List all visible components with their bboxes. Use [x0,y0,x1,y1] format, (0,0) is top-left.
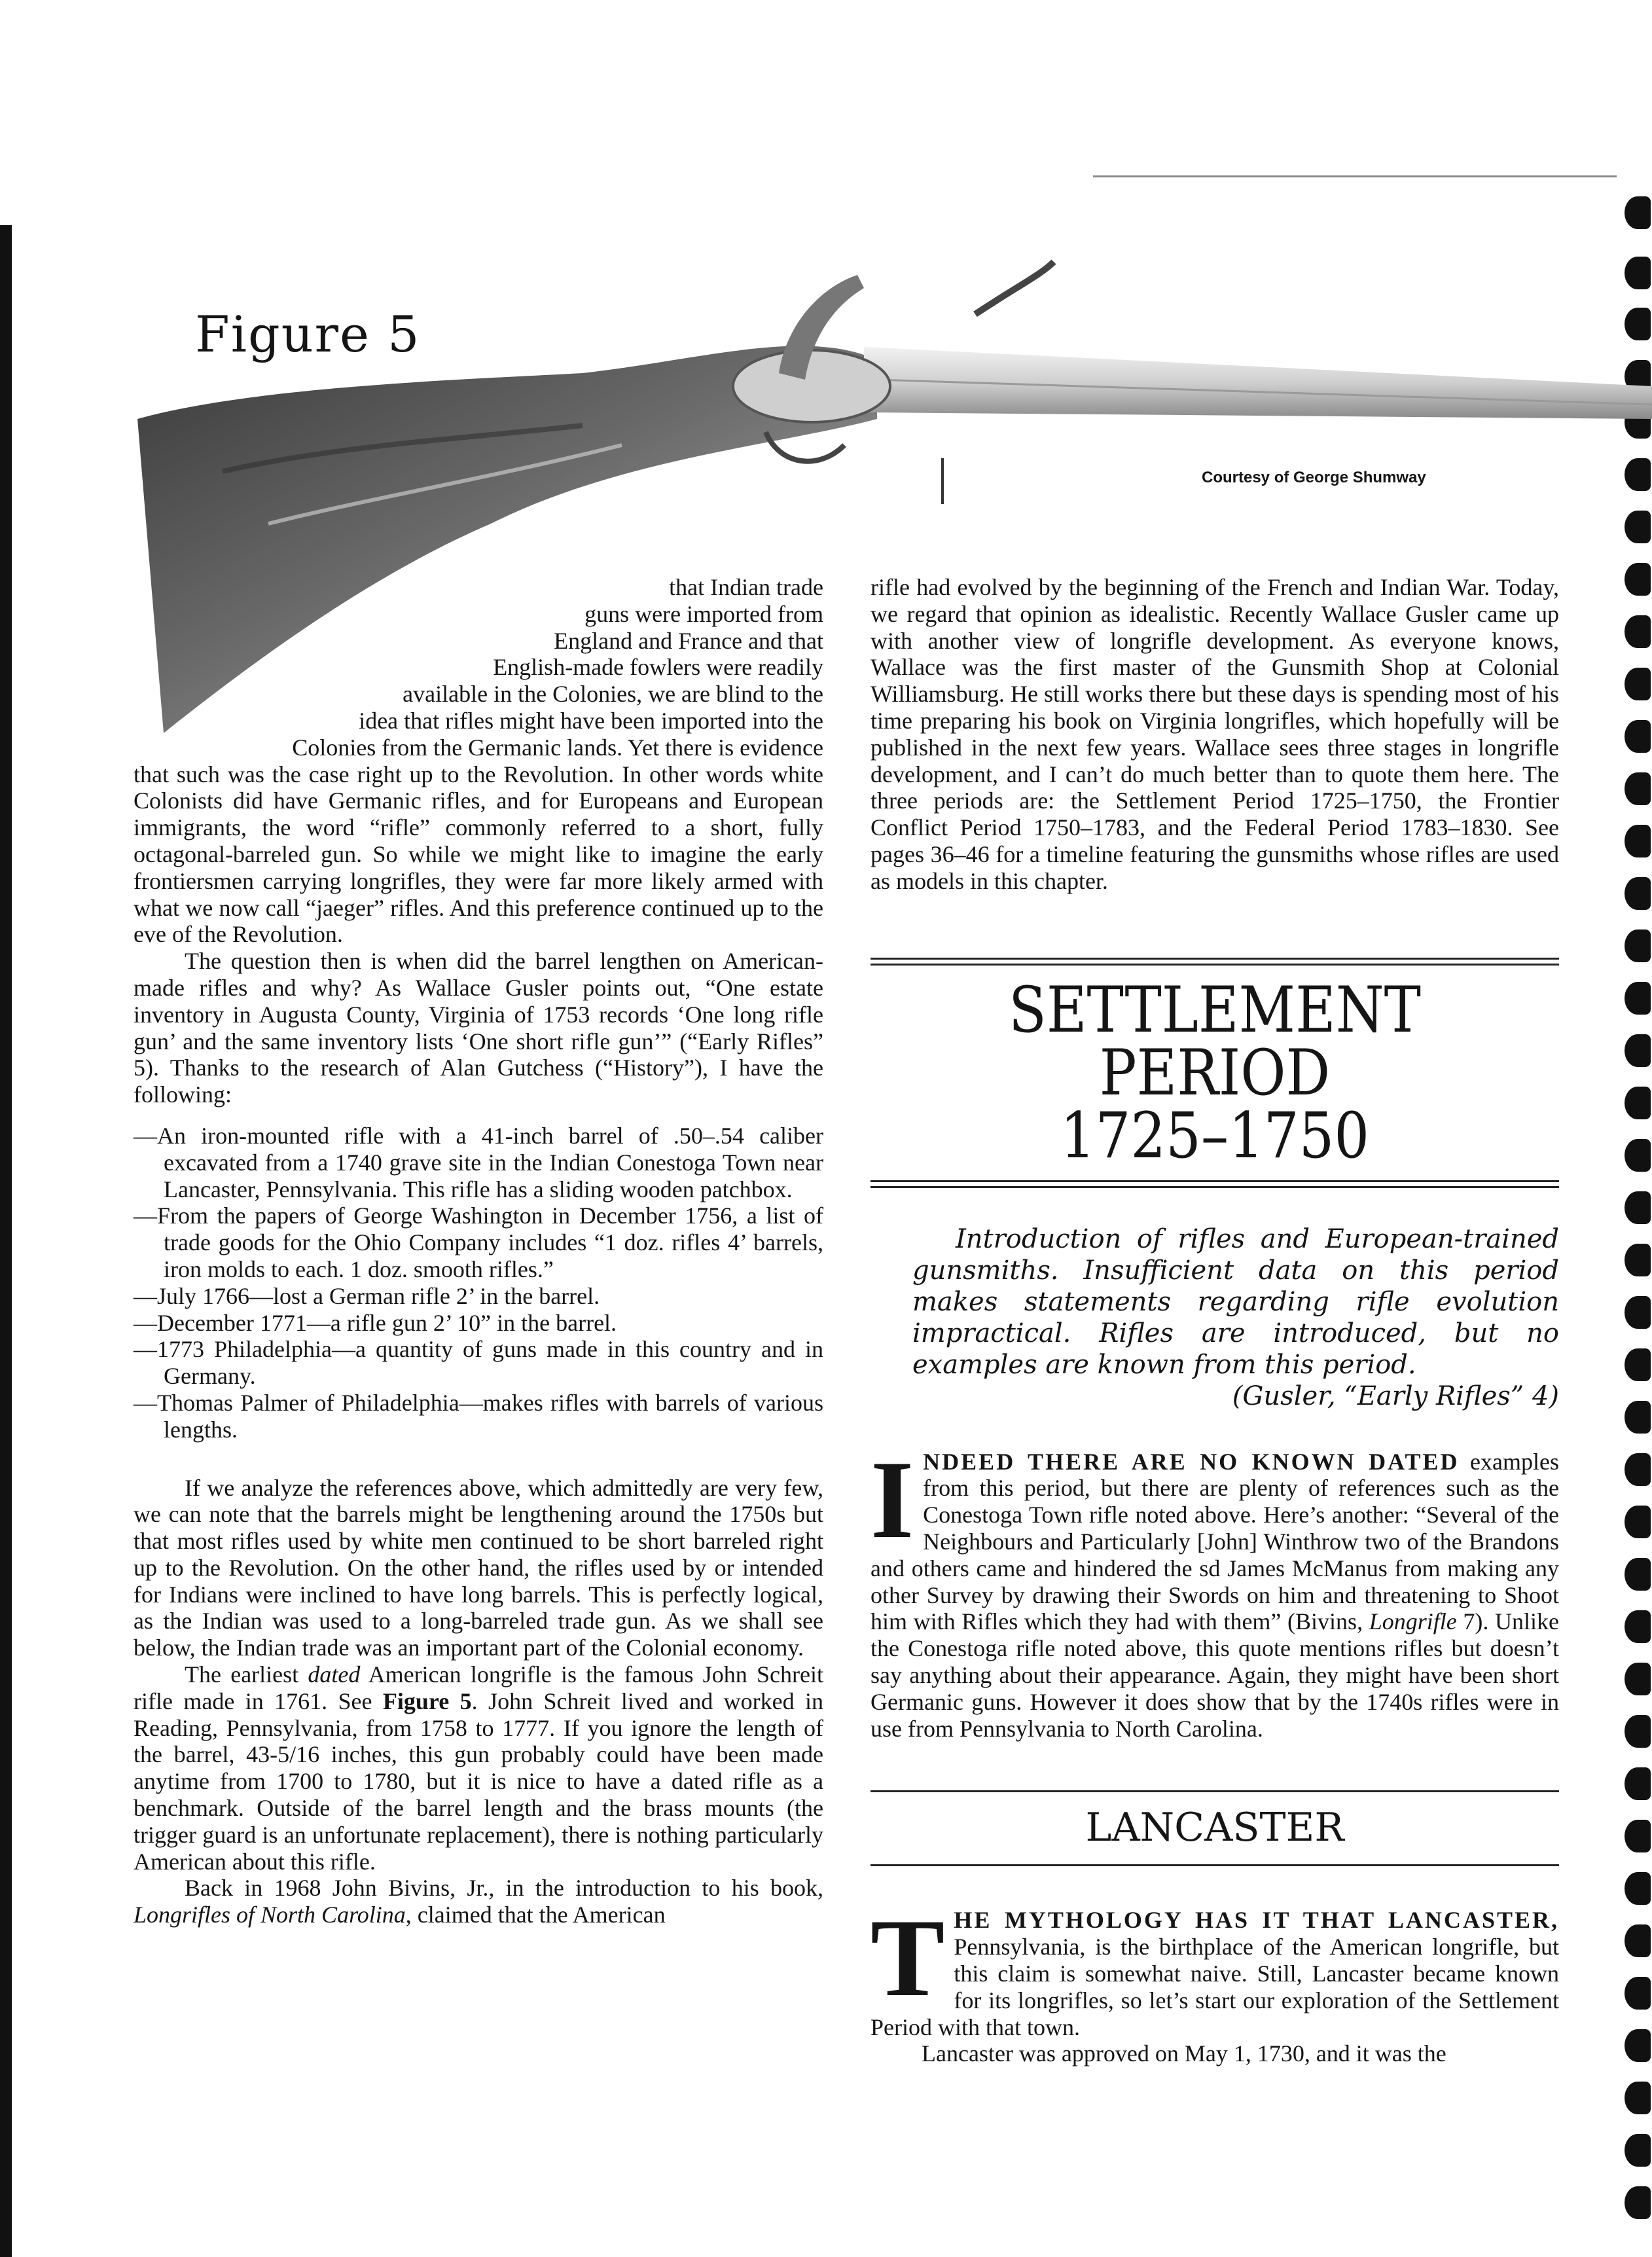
paragraph: If we analyze the references above, which admittedly are very few, we can note that the barrels might be lengthening around the 1750s but that most rifles used by white men continued to be short barreled right up to the Revolution. On the other hand, the rifles used by or intended for Indians were inclined to have long barrels. This is perfectly logical, as the Indian was used to a long-barreled trade gun. As we shall see below, the Indian trade was an important part of the Colonial economy. [134,1474,823,1661]
text-run: Back in 1968 John Bivins, Jr., in the introduction to his book, [185,1875,823,1902]
binding-mark [1625,825,1651,858]
binding-mark [1625,1139,1651,1172]
reference-list [134,1123,823,1443]
binding-mark [1625,1663,1651,1695]
text-run: Pennsylvania, is the birthplace of the American longrifle, but this claim is somewhat naive. Still, Lancaster became known for its longrifles, so let’s start our exploration of the Settlement Period with that town. [871,1934,1559,2040]
binding-mark [1625,1767,1651,1800]
lead-caps: NDEED THERE ARE NO KNOWN DATED [923,1448,1460,1475]
section-heading [912,973,1518,1172]
section-heading-line: SETTLEMENT PERIOD [1008,973,1421,1110]
scan-top-rule [1093,175,1617,177]
subsection-heading: LANCASTER [1085,1805,1344,1851]
paragraph [871,1896,1559,2040]
wrapped-line: guns were imported from [584,600,823,627]
text-run: 7). Unlike the Conestoga rifle noted above, this quote mentions rifles but doesn’t say anything about their appearance. Again, they might have been short Germanic guns. However it does show that by the 1740s rifles were in use from Pennsylvania to North Carolina. [871,1608,1559,1742]
text-run: . John Schreit lived and worked in Reading, Pennsylvania, from 1758 to 1777. If you ignore the length of the barrel, 43-5/16 inches, this gun probably could have been made anytime from 1700 to 1780, but it is nice to have a dated rifle as a benchmark. Outside of the barrel length and the brass mounts (the trigger guard is an unfortunate replacement), there is nothing particularly American about this rifle. [134,1688,823,1875]
binding-mark [1625,1244,1651,1276]
book-title: Longrifles of North Carolina [134,1902,406,1928]
list-item: —An iron-mounted rifle with a 41-inch barrel of .50–.54 caliber excavated from a 1740 grave site in the Indian Conestoga Town near Lancaster, Pennsylvania. This rifle has a sliding wooden patchbox. [134,1122,823,1202]
paragraph [134,1875,823,1928]
list-item: —December 1771—a rifle gun 2’ 10” in the barrel. [134,1309,617,1336]
list-item: —Thomas Palmer of Philadelphia—makes rifles with barrels of various lengths. [134,1389,823,1443]
text-run: examples from this period, but there are plenty of references such as the Conestoga Town rifle noted above. Here’s another: “Several of the Neighbours and Particularly [John] Winthrow two of the Brandons and others came and hindered the sd James McManus from making any other Survey by drawing their Swords on him and threatening to Shoot him with Rifles which they had with them” (Bivins, [871,1448,1559,1635]
figure-title: Figure 5 [195,305,421,363]
binding-mark [1625,1610,1651,1643]
binding-mark [1625,1034,1651,1067]
paragraph: rifle had evolved by the beginning of the French and Indian War. Today, we regard that opinion as idealistic. Recently Wallace Gusler came up with another view of longrifle development. As everyone knows, Wallace was the first master of the Gunsmith Shop at Colonial Williamsburg. He still works there but these days is spending most of his time preparing his book on Virginia longrifles, which hopefully will be published in the next few years. Wallace sees three stages in longrifle development, and I can’t do much better than to quote them here. The three periods are: the Settlement Period 1725–1750, the Frontier Conflict Period 1750–1783, and the Federal Period 1783–1830. See pages 36–46 for a timeline featuring the gunsmiths whose rifles are used as models in this chapter. [871,574,1559,894]
drop-cap: T [871,1896,945,2020]
book-title: Longrifle [1369,1608,1457,1635]
binding-mark [1625,1820,1651,1852]
list-item: —1773 Philadelphia—a quantity of guns made in this country and in Germany. [134,1336,823,1390]
binding-mark [1625,1191,1651,1224]
binding-mark [1625,2029,1651,2062]
wrapped-line: Colonies from the Germanic lands. Yet there is evidence [292,734,823,761]
binding-mark [1625,1506,1651,1538]
wrapped-line: England and France and that [554,627,823,654]
scan-left-edge-bar [0,225,12,2257]
figure-reference: Figure 5 [382,1688,472,1714]
section-rule [871,1180,1559,1188]
binding-mark [1625,1715,1651,1748]
text-run: , claimed that the American [405,1902,666,1928]
epigraph [912,1223,1559,1412]
lock-plate [733,350,890,422]
binding-mark [1625,196,1651,229]
list-item: —July 1766—lost a German rifle 2’ in the barrel. [134,1282,600,1309]
binding-mark [1625,2134,1651,2167]
binding-mark [1625,1872,1651,1905]
binding-mark [1625,1296,1651,1329]
epigraph-text: Introduction of rifles and European-trained gunsmiths. Insufficient data on this period makes statements regarding rifle evolution impractical. Rifles are introduced, but no examples are known from this period. [912,1223,1559,1380]
wrapped-intro-lines [134,574,823,761]
paragraph [134,1661,823,1875]
binding-mark [1625,1924,1651,1957]
subsection-rule [871,1790,1559,1792]
paragraph: The question then is when did the barrel lengthen on American-made rifles and why? As Wallace Gusler points out, “One estate inventory in Augusta County, Virginia of 1753 records ‘One long rifle gun’ and the same inventory lists ‘One short rifle gun’” (“Early Rifles” 5). Thanks to the research of Alan Gutchess (“History”), I have the following: [134,948,823,1108]
binding-mark [1625,1348,1651,1381]
epigraph-citation: (Gusler, “Early Rifles” 4) [1232,1381,1559,1411]
binding-mark [1625,1401,1651,1434]
paragraph: that such was the case right up to the Revolution. In other words white Colonists did have Germanic rifles, and for Europeans and European immigrants, the word “rifle” commonly referred to a short, fully octagonal-barreled gun. So while we might like to imagine the early frontiersmen carrying longrifles, they were far more likely armed with what we now call “jaeger” rifles. And this preference continued up to the eve of the Revolution. [134,761,823,948]
paragraph [871,1437,1559,1742]
list-item: —From the papers of George Washington in December 1756, a list of trade goods for the Ohio Company includes “1 doz. rifles 4’ barrels, iron molds to each. 1 doz. smooth rifles.” [134,1202,823,1282]
figure-credit: Courtesy of George Shumway [1202,469,1426,486]
binding-mark [1625,982,1651,1015]
text-run: The earliest [185,1661,308,1688]
left-column [134,574,823,1928]
binding-mark [1625,930,1651,962]
right-column [871,574,1559,2067]
binding-mark [1625,2082,1651,2114]
text-run-italic: dated [308,1661,361,1688]
binding-mark [1625,1453,1651,1486]
wrapped-line: idea that rifles might have been imported into the [359,707,823,734]
wrapped-line: available in the Colonies, we are blind to the [403,681,823,708]
binding-mark [1625,1977,1651,2010]
binding-mark [1625,1558,1651,1591]
lead-caps: HE MYTHOLOGY HAS IT THAT LANCASTER, [954,1907,1559,1934]
wrapped-line: that Indian trade [669,574,823,600]
paragraph: Lancaster was approved on May 1, 1730, and it was the [922,2040,1446,2067]
binding-mark [1625,1087,1651,1119]
drop-cap: I [871,1437,914,1561]
section-rule [871,958,1559,966]
binding-mark [1625,2186,1651,2219]
wrapped-line: English-made fowlers were readily [493,654,823,681]
text-run: American longrifle is the famous John Schreit rifle made in 1761. See [134,1661,823,1714]
section-heading-line: 1725–1750 [1060,1098,1370,1172]
binding-mark [1625,877,1651,910]
